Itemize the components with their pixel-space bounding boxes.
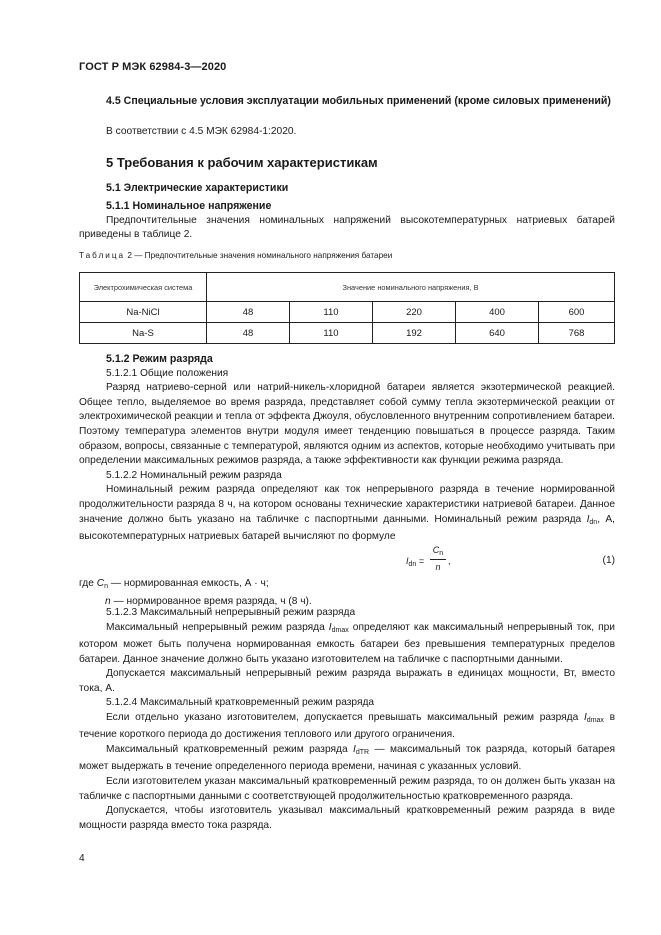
table-caption-label: Таблица (79, 251, 126, 260)
legend-var: C (96, 578, 105, 589)
table-cell: 110 (290, 302, 373, 323)
page-number: 4 (79, 853, 85, 864)
section-5-1-1-title: 5.1.1 Номинальное напряжение (106, 200, 272, 212)
formula-lhs-sub: dn (408, 561, 417, 568)
table-cell-system: Na-NiCl (80, 302, 207, 323)
text-run: , А, высокотемпературных натриевых батарей вычисляют по формуле (79, 513, 615, 543)
section-5-1-2-4-text-3: Если изготовителем указан максимальный кратковременный режим разряда, то он должен быть указан на табличке с паспортными данными с соответствующей продолжительностью кратковременного разряда. (79, 775, 615, 802)
section-4-5-text: В соответствии с 4.5 МЭК 62984-1:2020. (106, 126, 297, 137)
variable: I (328, 621, 332, 633)
section-5-1-2-3-title: 5.1.2.3 Максимальный непрерывный режим разряда (106, 607, 356, 618)
variable: I (353, 743, 356, 755)
legend-where: где (79, 578, 94, 589)
section-5-1-2-2-text (79, 483, 615, 544)
table-row (80, 302, 615, 323)
variable: I (586, 513, 590, 525)
subscript: dmax (586, 716, 604, 724)
subscript: dTR (355, 748, 370, 756)
formula-denominator: n (435, 562, 441, 572)
legend-text: — нормированное время разряда, ч (8 ч). (110, 595, 312, 607)
legend-sub: n (104, 583, 108, 590)
formula-number: (1) (602, 555, 615, 566)
formula-comma: , (448, 556, 451, 566)
section-5-title-wrap (79, 156, 615, 171)
text-run: — максимальный ток разряда, который батарея может выдержать в течение определенного периода времени, начиная с указанных условий. (79, 743, 615, 773)
table-cell: 600 (539, 302, 615, 323)
table-cell: 220 (373, 302, 456, 323)
section-5-1-2-3-text (79, 621, 615, 668)
table-caption-text: 2 — Предпочтительные значения номинального напряжения батареи (127, 251, 393, 260)
table-cell: 48 (207, 302, 290, 323)
section-5-1-2-4-text-1 (79, 711, 615, 743)
formula-legend (79, 577, 615, 609)
subscript: dn (589, 518, 598, 526)
table-cell: 400 (456, 302, 539, 323)
section-5-1-2-title: 5.1.2 Режим разряда (106, 353, 213, 365)
section-4-5 (79, 94, 615, 109)
text-run: в течение короткого периода до достижения теплового или другого ограничения. (79, 711, 615, 741)
formula-numerator (430, 545, 446, 557)
table-cell: 48 (207, 323, 290, 344)
table-header-row (80, 273, 615, 302)
section-4-5-title: 4.5 Специальные условия эксплуатации мобильных применений (кроме силовых применений) (106, 95, 611, 107)
formula-fraction (430, 545, 446, 572)
text-run: определяют как максимальный непрерывный ток, при котором может быть получена нормированная емкость батареи без превышения температурных пределов батареи. Данное значение должно быть указано изготовителем на табличке с паспортными данными. (79, 621, 615, 665)
fraction-line (430, 559, 446, 560)
legend-line-1 (79, 577, 615, 595)
text-run: Если отдельно указано изготовителем, допускается превышать максимальный режим разряда (106, 711, 584, 723)
section-5-title: 5 Требования к рабочим характеристикам (106, 155, 378, 170)
table-cell: 640 (456, 323, 539, 344)
formula-lhs (406, 556, 424, 568)
subscript: dmax (331, 626, 349, 634)
formula-lhs-var: I (406, 556, 409, 566)
section-4-5-body (79, 125, 615, 140)
legend-var: n (105, 595, 111, 607)
section-5-1-2-3 (79, 606, 615, 697)
table-header-voltage: Значение номинального напряжения, В (207, 273, 615, 302)
formula-num-var: C (432, 545, 440, 555)
section-5-1-2-4-title: 5.1.2.4 Максимальный кратковременный режим разряда (106, 697, 375, 708)
table-cell: 192 (373, 323, 456, 344)
text-run: Номинальный режим разряда определяют как ток непрерывного разряда в течение нормированной продолжительности разряда 8 ч, на котором основаны технические характеристики натриевой батареи. Данное значение должно быть указано на табличке с паспортными данными. Номинальный режим разряда (79, 484, 615, 525)
variable: I (583, 711, 587, 723)
formula-num-sub: n (439, 550, 444, 557)
section-5-1-2-4-text-4: Допускается, чтобы изготовитель указывал максимальный кратковременный режим разряда в виде мощности разряда вместо тока разряда. (79, 805, 615, 831)
table-cell: 110 (290, 323, 373, 344)
section-5-1-2-3-note: Допускается максимальный непрерывный режим разряда выражать в единицах мощности, Вт, вместо тока, А. (79, 668, 615, 694)
section-5-1-title: 5.1 Электрические характеристики (106, 182, 289, 194)
section-5-1-2-1-title: 5.1.2.1 Общие положения (106, 367, 229, 379)
table-cell: 768 (539, 323, 615, 344)
section-5-1-1 (79, 199, 615, 243)
table-cell-system: Na-S (80, 323, 207, 344)
formula-1 (79, 543, 615, 577)
voltage-table (79, 272, 615, 344)
section-5-1-2 (79, 352, 615, 545)
table-row (80, 323, 615, 344)
document-header: ГОСТ Р МЭК 62984-3—2020 (79, 61, 227, 73)
table-header-system: Электрохимическая система (80, 273, 207, 302)
section-5-1-title-wrap (79, 181, 615, 196)
table-caption (79, 251, 392, 260)
section-5-1-1-text: Предпочтительные значения номинальных напряжений высокотемпературных натриевых батарей приведены в таблице 2. (79, 214, 615, 241)
legend-text: — нормированная емкость, А · ч; (107, 578, 269, 589)
formula-equals: = (418, 556, 425, 566)
text-run: Максимальный кратковременный режим разряда (106, 743, 353, 755)
section-5-1-2-4 (79, 696, 615, 833)
section-5-1-2-4-text-2 (79, 743, 615, 775)
section-5-1-2-2-title: 5.1.2.2 Номинальный режим разряда (106, 469, 282, 481)
text-run: Максимальный непрерывный режим разряда (106, 621, 329, 633)
section-5-1-2-1-text: Разряд натриево-серной или натрий-никель-хлоридной батареи является экзотермической реакцией. Общее тепло, выделяемое во время разряда, представляет собой сумму тепла экзотермической реакции от электрохимической реакции и тепла от эффекта Джоуля, обусловленного внутренним сопротивлением батареи. Поэтому температура элементов внутри модуля имеет тенденцию повышаться в процессе разряда. Таким образом, вопросы, связанные с температурой, являются одним из аспектов, которые необходимо учитывать при определении максимальных режимов разряда, а также эффективности как функции режима разряда. (79, 382, 616, 467)
